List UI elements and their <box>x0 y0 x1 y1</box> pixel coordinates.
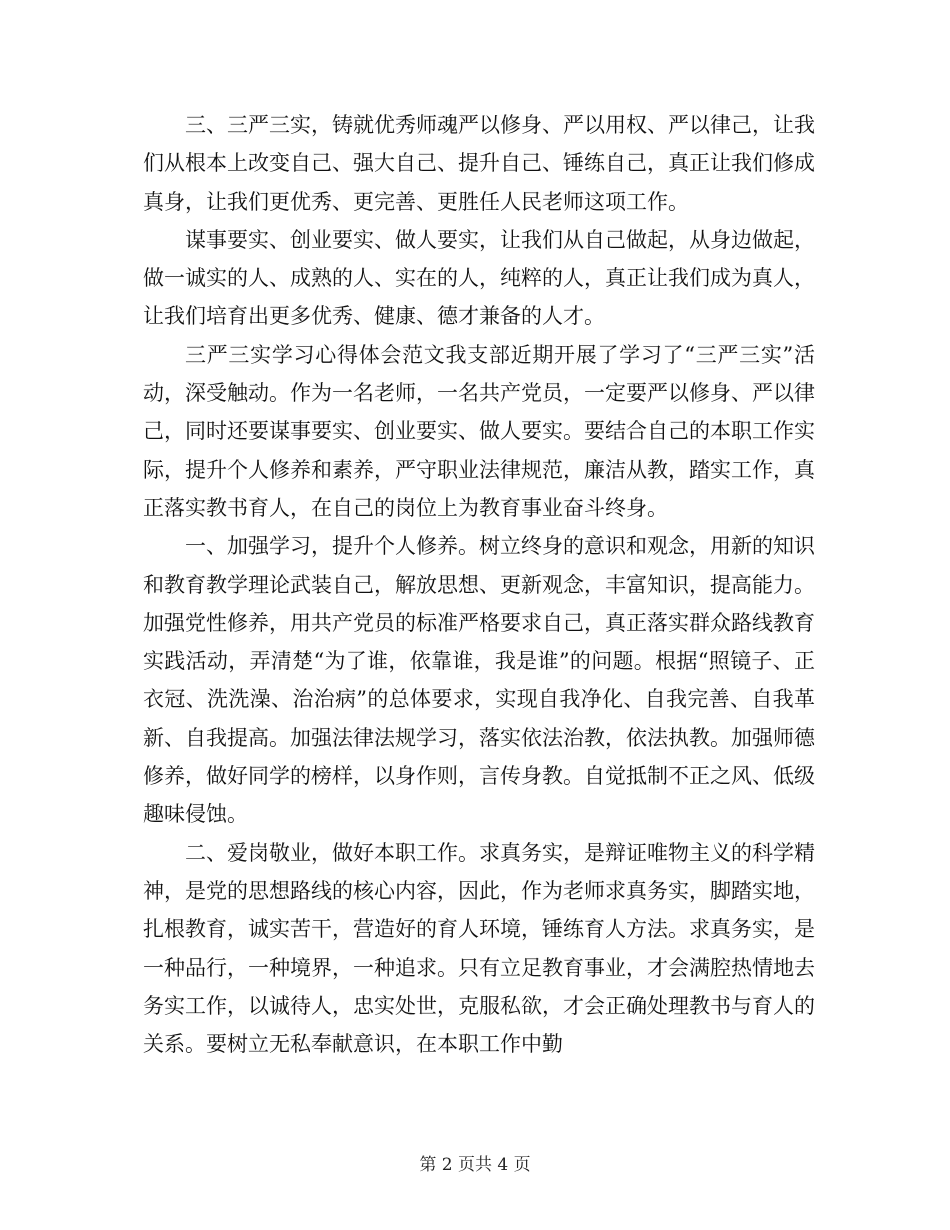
paragraph: 三严三实学习心得体会范文我支部近期开展了学习了“三严三实”活动，深受触动。作为一名老师，一名共产党员，一定要严以修身、严以律己，同时还要谋事要实、创业要实、做人要实。要结合自己的本职工作实际，提升个人修养和素养，严守职业法律规范，廉洁从教，踏实工作，真正落实教书育人，在自己的岗位上为教育事业奋斗终身。 <box>143 342 815 520</box>
document-body <box>143 106 815 1063</box>
paragraph: 一、加强学习，提升个人修养。树立终身的意识和观念，用新的知识和教育教学理论武装自己，解放思想、更新观念，丰富知识，提高能力。加强党性修养，用共产党员的标准严格要求自己，真正落实群众路线教育实践活动，弄清楚“为了谁，依靠谁，我是谁”的问题。根据“照镜子、正衣冠、洗洗澡、治治病”的总体要求，实现自我净化、自我完善、自我革新、自我提高。加强法律法规学习，落实依法治教，依法执教。加强师德修养，做好同学的榜样，以身作则，言传身教。自觉抵制不正之风、低级趣味侵蚀。 <box>143 534 815 827</box>
page-number-footer: 第 2 页共 4 页 <box>419 1155 531 1175</box>
paragraph: 三、三严三实，铸就优秀师魂严以修身、严以用权、严以律己，让我们从根本上改变自己、强大自己、提升自己、锤练自己，真正让我们修成真身，让我们更优秀、更完善、更胜任人民老师这项工作。 <box>143 113 815 214</box>
paragraph: 谋事要实、创业要实、做人要实，让我们从自己做起，从身边做起，做一诚实的人、成熟的人、实在的人，纯粹的人，真正让我们成为真人，让我们培育出更多优秀、健康、德才兼备的人才。 <box>143 227 815 329</box>
paragraph: 二、爱岗敬业，做好本职工作。求真务实，是辩证唯物主义的科学精神，是党的思想路线的核心内容，因此，作为老师求真务实，脚踏实地，扎根教育，诚实苦干，营造好的育人环境，锤练育人方法。求真务实，是一种品行，一种境界，一种追求。只有立足教育事业，才会满腔热情地去务实工作，以诚待人，忠实处世，克服私欲，才会正确处理教书与育人的关系。要树立无私奉献意识，在本职工作中勤 <box>143 840 815 1057</box>
